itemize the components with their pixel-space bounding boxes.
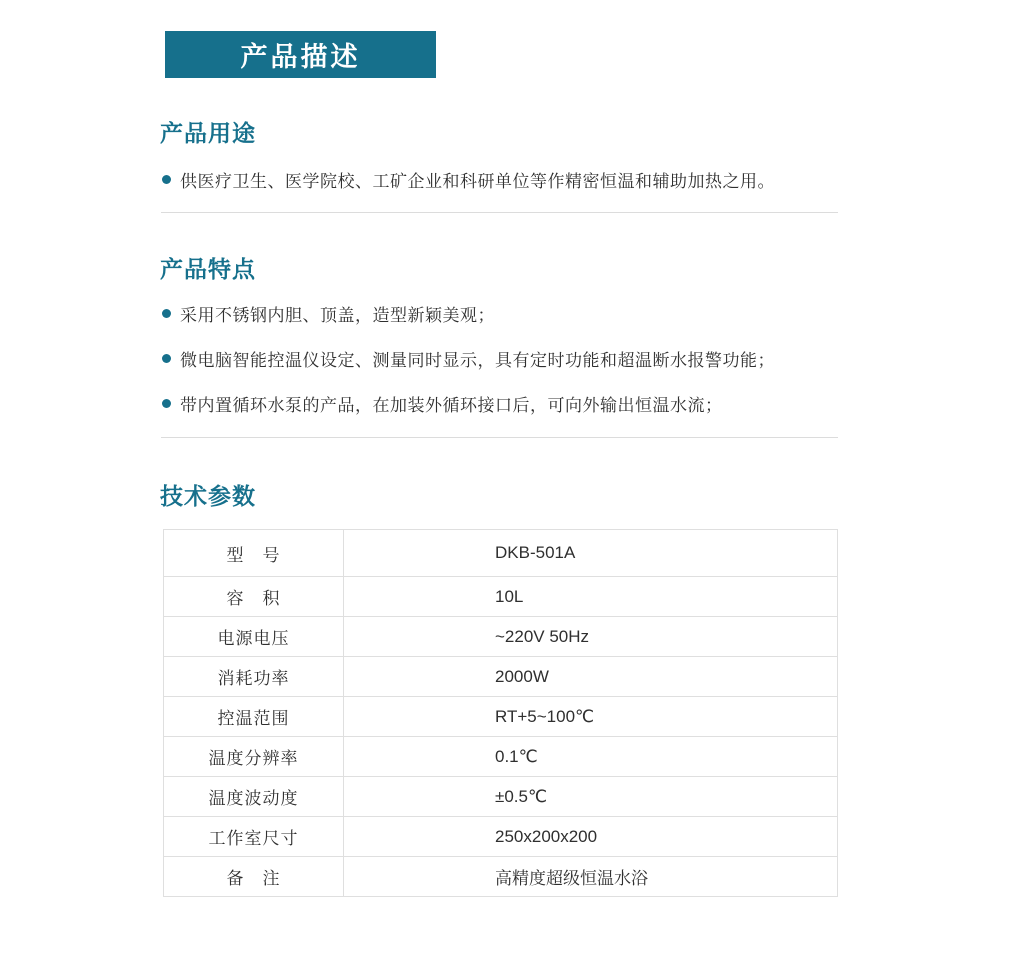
section-heading-usage: 产品用途 — [160, 120, 256, 146]
spec-value: ~220V 50Hz — [344, 617, 838, 657]
banner-title: 产品描述 — [240, 42, 361, 72]
table-row — [164, 817, 838, 857]
spec-label: 温度波动度 — [164, 777, 344, 817]
feature-bullet-item — [162, 301, 495, 326]
table-row — [164, 530, 838, 577]
spec-label: 消耗功率 — [164, 657, 344, 697]
bullet-dot-icon — [162, 309, 171, 318]
spec-value: 10L — [344, 577, 838, 617]
section-divider — [161, 437, 838, 438]
spec-label: 电源电压 — [164, 617, 344, 657]
spec-label: 容 积 — [164, 577, 344, 617]
bullet-dot-icon — [162, 354, 171, 363]
spec-value: RT+5~100℃ — [344, 697, 838, 737]
usage-bullet-item — [162, 167, 775, 192]
product-description-banner — [165, 31, 436, 78]
section-heading-features: 产品特点 — [160, 256, 256, 282]
feature-bullet-item — [162, 391, 723, 416]
table-row — [164, 577, 838, 617]
spec-value: ±0.5℃ — [344, 777, 838, 817]
section-heading-specs: 技术参数 — [160, 483, 256, 509]
table-row — [164, 777, 838, 817]
feature-bullet-text: 采用不锈钢内胆、顶盖，造型新颖美观； — [180, 306, 495, 325]
table-row — [164, 737, 838, 777]
table-row — [164, 617, 838, 657]
spec-label: 型 号 — [164, 530, 344, 577]
spec-value: 0.1℃ — [344, 737, 838, 777]
spec-value: 250x200x200 — [344, 817, 838, 857]
table-row — [164, 657, 838, 697]
spec-value: 2000W — [344, 657, 838, 697]
feature-bullet-text: 带内置循环水泵的产品，在加装外循环接口后，可向外输出恒温水流； — [180, 396, 723, 415]
section-divider — [161, 212, 838, 213]
feature-bullet-text: 微电脑智能控温仪设定、测量同时显示，具有定时功能和超温断水报警功能； — [180, 351, 775, 370]
table-row — [164, 857, 838, 897]
spec-label: 备 注 — [164, 857, 344, 897]
spec-label: 控温范围 — [164, 697, 344, 737]
spec-value: DKB-501A — [344, 530, 838, 577]
spec-label: 工作室尺寸 — [164, 817, 344, 857]
bullet-dot-icon — [162, 175, 171, 184]
usage-bullet-text: 供医疗卫生、医学院校、工矿企业和科研单位等作精密恒温和辅助加热之用。 — [180, 172, 775, 191]
bullet-dot-icon — [162, 399, 171, 408]
spec-table — [163, 529, 838, 897]
table-row — [164, 697, 838, 737]
spec-label: 温度分辨率 — [164, 737, 344, 777]
spec-value: 高精度超级恒温水浴 — [344, 857, 838, 897]
feature-bullet-item — [162, 346, 775, 371]
